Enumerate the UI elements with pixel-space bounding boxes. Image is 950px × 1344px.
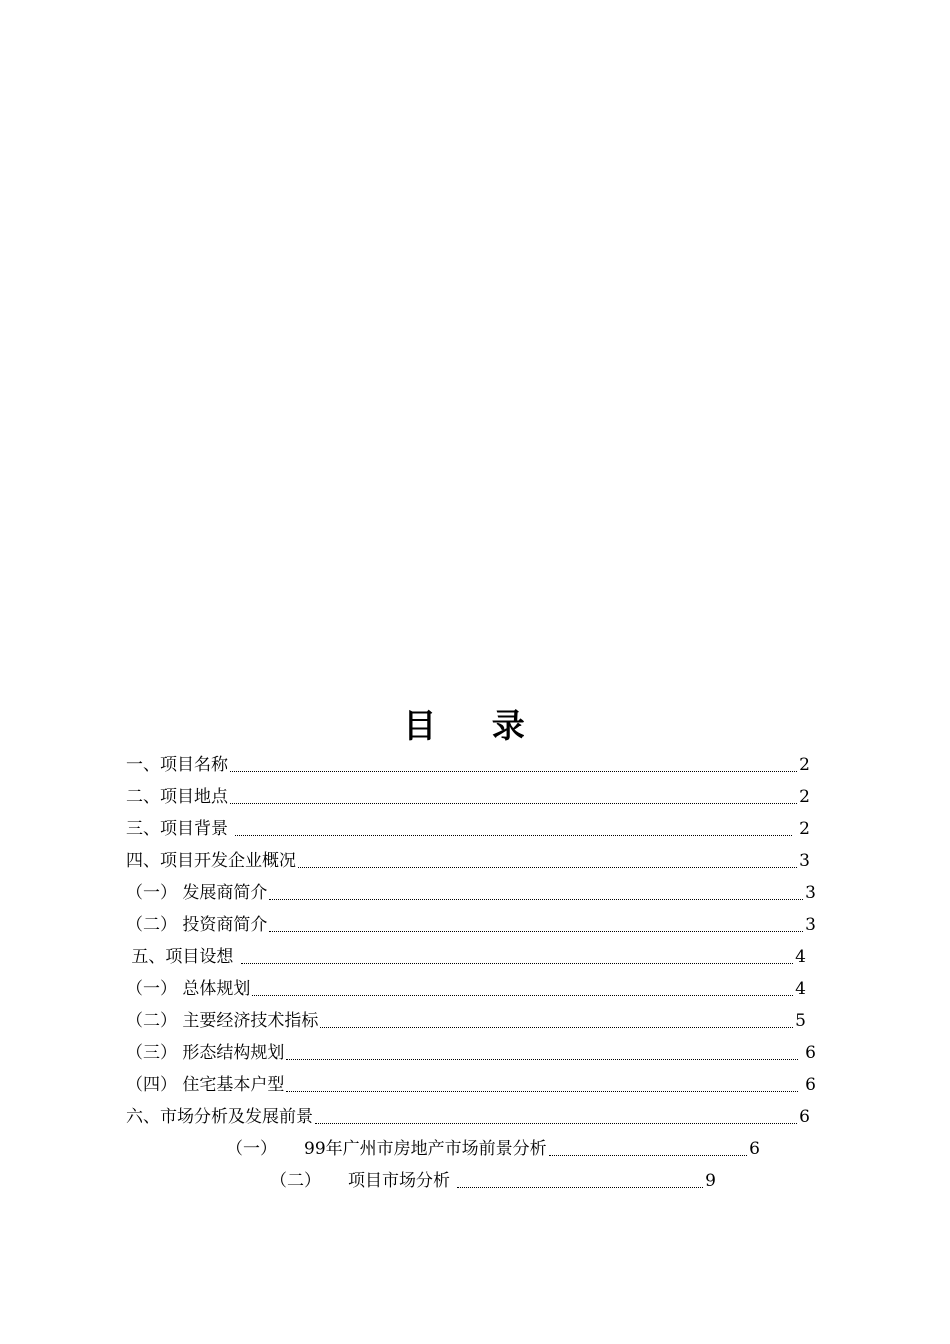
toc-entry-7[interactable] — [126, 944, 806, 968]
toc-entry-page: 6 — [749, 1139, 760, 1159]
toc-entry-page: 9 — [705, 1171, 716, 1191]
toc-entry-label: （二） 项目市场分析 — [270, 1171, 456, 1191]
toc-entry-13[interactable] — [226, 1136, 760, 1160]
toc-leader-dots — [269, 898, 803, 900]
toc-entry-page: 3 — [805, 915, 816, 935]
page-title: 目 录 — [403, 706, 547, 745]
toc-entry-label: （二） 主要经济技术指标 — [126, 1011, 319, 1031]
toc-leader-dots — [286, 1058, 797, 1060]
toc-entry-label: （四） 住宅基本户型 — [126, 1075, 285, 1095]
toc-entry-page: 2 — [799, 755, 810, 775]
toc-leader-dots — [241, 962, 793, 964]
toc-entry-page: 5 — [795, 1011, 806, 1031]
toc-entry-label: 三、项目背景 — [126, 819, 234, 839]
toc-entry-page: 2 — [793, 819, 810, 839]
toc-entry-label: 二、项目地点 — [126, 787, 228, 807]
toc-leader-dots — [235, 834, 791, 836]
toc-entry-label: （一） 总体规划 — [126, 979, 251, 999]
toc-entry-page: 2 — [799, 787, 810, 807]
toc-entry-2[interactable] — [126, 784, 810, 808]
toc-entry-label: 一、项目名称 — [126, 755, 228, 775]
toc-leader-dots — [286, 1090, 797, 1092]
toc-entry-label: （一） 发展商简介 — [126, 883, 268, 903]
toc-entry-12[interactable] — [126, 1104, 810, 1128]
toc-entry-14[interactable] — [270, 1168, 716, 1192]
toc-entry-9[interactable] — [126, 1008, 806, 1032]
toc-entry-6[interactable] — [126, 912, 816, 936]
toc-entry-label: （二） 投资商简介 — [126, 915, 268, 935]
toc-entry-5[interactable] — [126, 880, 816, 904]
toc-entry-1[interactable] — [126, 752, 810, 776]
toc-entry-page: 6 — [799, 1043, 816, 1063]
toc-entry-page: 3 — [805, 883, 816, 903]
toc-entry-label: 四、项目开发企业概况 — [126, 851, 296, 871]
toc-entry-page: 6 — [799, 1075, 816, 1095]
toc-entry-label: （一） 99年广州市房地产市场前景分析 — [226, 1139, 547, 1159]
toc-leader-dots — [549, 1154, 748, 1156]
toc-entry-page: 4 — [795, 947, 806, 967]
toc-leader-dots — [252, 994, 793, 996]
toc-entry-8[interactable] — [126, 976, 806, 1000]
toc-leader-dots — [298, 866, 797, 868]
toc-leader-dots — [230, 802, 797, 804]
toc-entry-11[interactable] — [126, 1072, 816, 1096]
toc-leader-dots — [269, 930, 803, 932]
toc-entry-page: 4 — [795, 979, 806, 999]
toc-leader-dots — [230, 770, 797, 772]
toc-entry-label: （三） 形态结构规划 — [126, 1043, 285, 1063]
toc-leader-dots — [315, 1122, 797, 1124]
toc-entry-10[interactable] — [126, 1040, 816, 1064]
toc-entry-label: 五、项目设想 — [126, 947, 239, 967]
toc-entry-4[interactable] — [126, 848, 810, 872]
toc-entry-label: 六、市场分析及发展前景 — [126, 1107, 313, 1127]
toc-entry-page: 6 — [799, 1107, 810, 1127]
toc-entry-3[interactable] — [126, 816, 810, 840]
toc-leader-dots — [320, 1026, 793, 1028]
toc-leader-dots — [457, 1186, 703, 1188]
toc-entry-page: 3 — [799, 851, 810, 871]
